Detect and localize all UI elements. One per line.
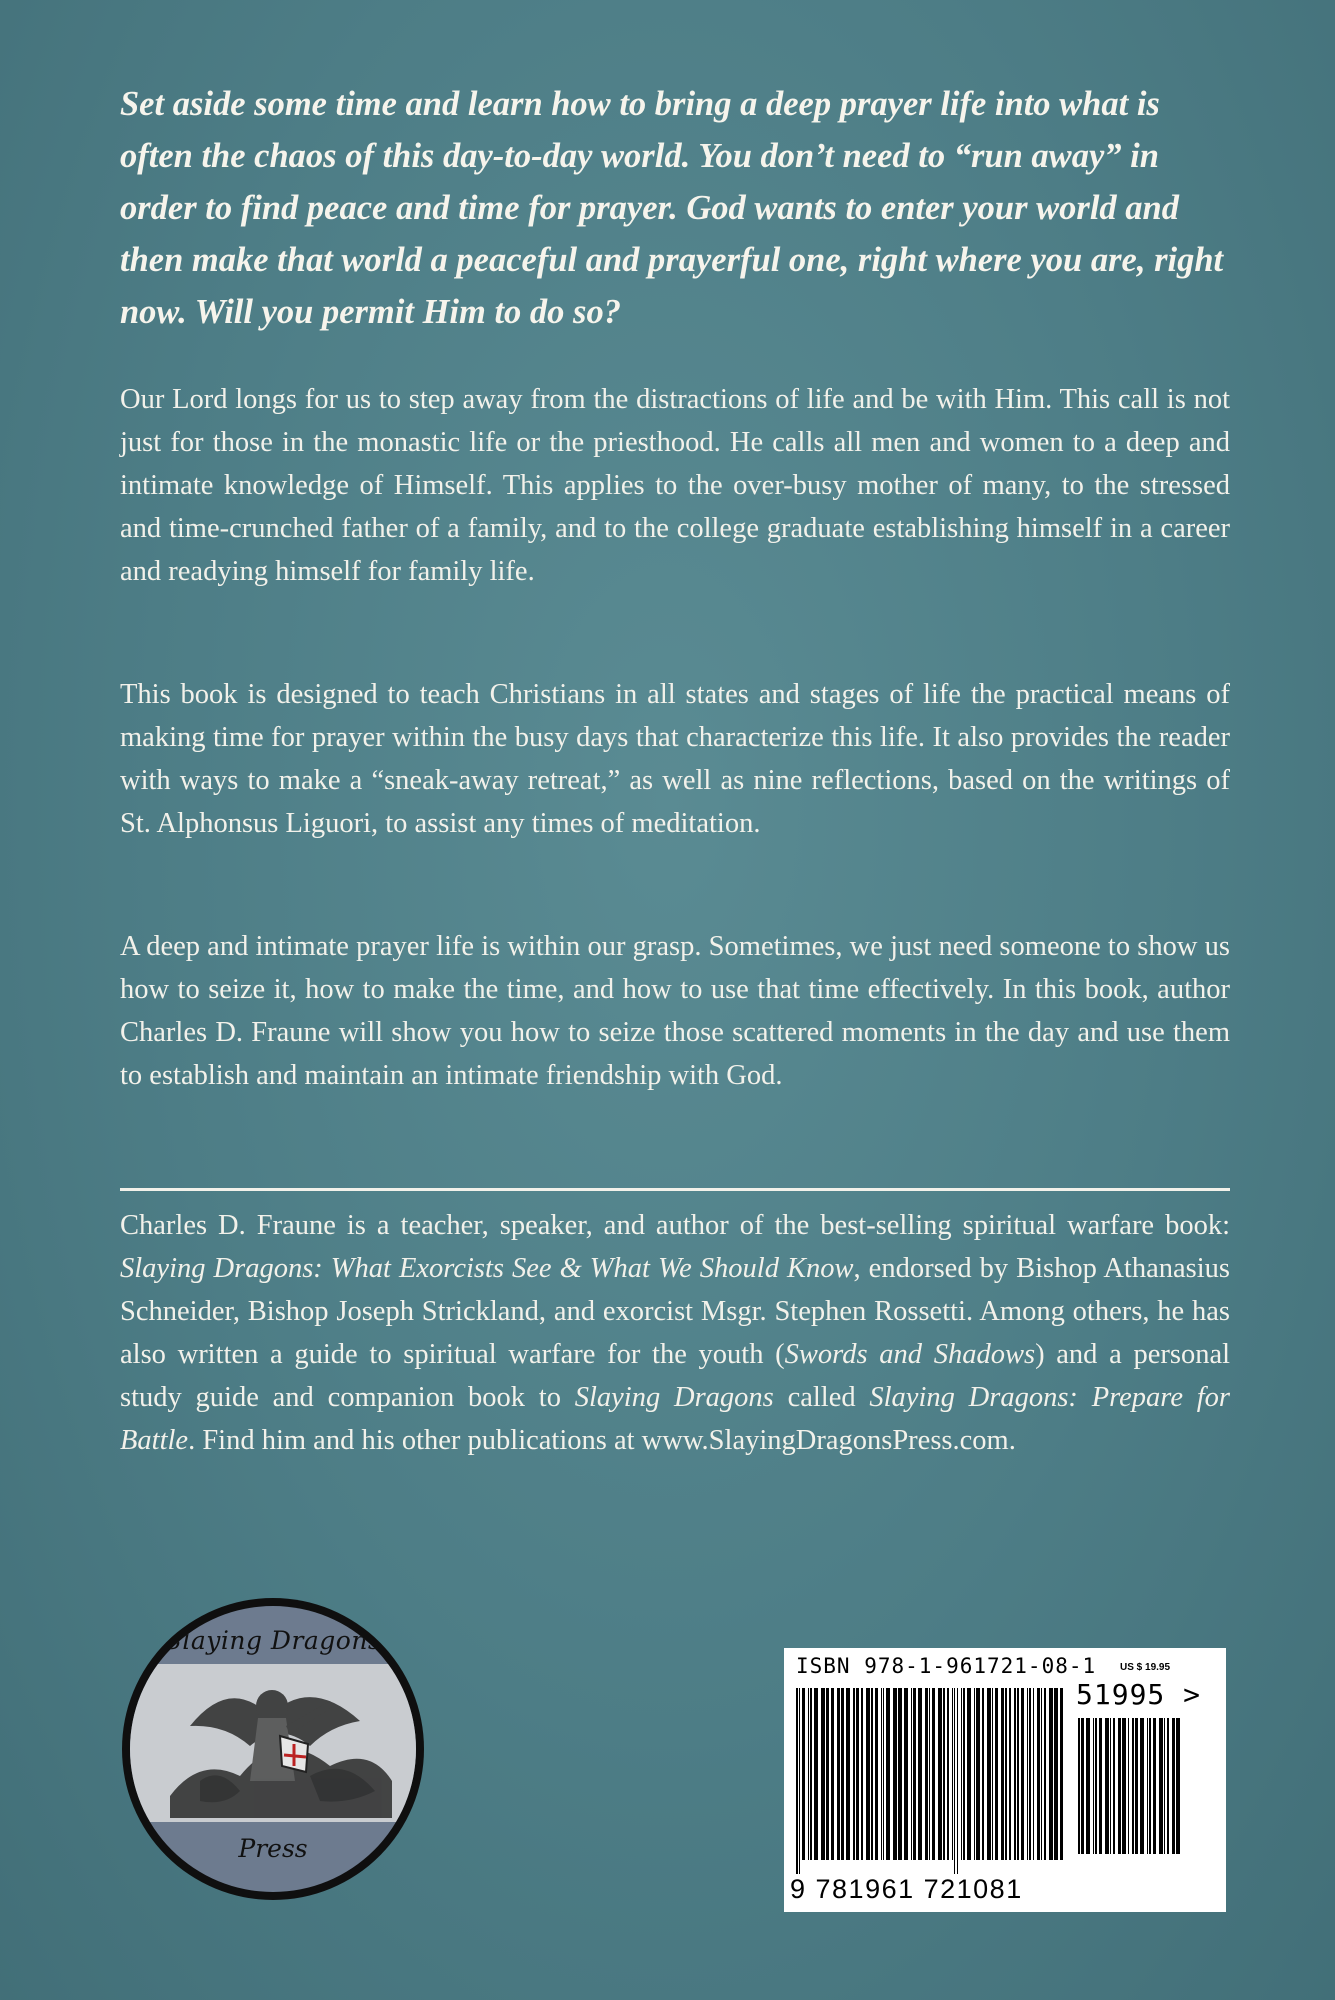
barcode-bar xyxy=(961,1688,962,1860)
bio-text: Charles D. Fraune is a teacher, speaker, and author of the best-selling spiritual warfare book: xyxy=(120,1210,1230,1241)
barcode-bar xyxy=(1122,1718,1126,1854)
barcode-bar xyxy=(1021,1688,1024,1860)
barcode-bar xyxy=(1044,1688,1046,1860)
barcode-bar xyxy=(846,1688,850,1860)
barcode-bar xyxy=(1060,1688,1063,1860)
barcode-bar xyxy=(856,1688,859,1860)
book-title: Slaying Dragons: Prepare for Battle xyxy=(120,1382,1231,1456)
barcode-bar xyxy=(925,1688,928,1860)
barcode-bar xyxy=(1086,1718,1090,1854)
description-paragraph-2: This book is designed to teach Christians in all states and stages of life the practical means of making time for prayer within the busy days that characterize this life. It also provides the reader with ways to make a “sneak-away retreat,” as well as nine reflections, based on the writings of St. Alphonsus Liguori, to assist any times of meditation. xyxy=(120,679,1230,839)
barcode-bar xyxy=(967,1688,971,1860)
barcode-bar xyxy=(1113,1718,1115,1854)
barcode-bar xyxy=(1041,1688,1042,1860)
barcode-bar xyxy=(976,1688,980,1860)
barcode-bar xyxy=(1054,1688,1058,1860)
barcode-bar xyxy=(866,1688,870,1860)
barcode-bar xyxy=(799,1688,800,1874)
barcode-bar xyxy=(963,1688,965,1860)
ean-number: 9 781961 721081 xyxy=(790,1874,1023,1904)
addon-number: 51995 xyxy=(1076,1678,1166,1711)
barcode-bar xyxy=(883,1688,884,1860)
barcode-bar xyxy=(1118,1718,1121,1854)
barcode-bar xyxy=(1081,1718,1084,1854)
barcode-bar xyxy=(992,1688,993,1860)
book-title: Swords and Shadows xyxy=(784,1339,1036,1370)
bio-text: , endorsed by Bishop Athanasius Schneider, Bishop Joseph Strickland, and exorcist Msgr. Stephen Rossetti. Among others, he has also written a guide to spiritual warfare for the youth ( xyxy=(120,1253,1231,1370)
barcode-bar xyxy=(1167,1718,1169,1854)
bio-text: . Find him and his other publications at www.SlayingDragonsPress.com. xyxy=(188,1425,1016,1456)
barcode-bar xyxy=(1147,1718,1148,1854)
barcode-bar xyxy=(1172,1718,1175,1854)
barcode-bar xyxy=(1135,1718,1138,1854)
barcode-bar xyxy=(875,1688,878,1860)
barcode-bar xyxy=(837,1688,840,1860)
barcode-bar xyxy=(954,1688,955,1874)
barcode-bar xyxy=(1033,1688,1034,1860)
barcode-bar xyxy=(1140,1718,1144,1854)
barcode-bar xyxy=(1009,1688,1011,1860)
publisher-logo xyxy=(122,1598,424,1900)
barcode-bar xyxy=(826,1688,829,1860)
description-paragraph-3: A deep and intimate prayer life is within our grasp. Sometimes, we just need someone to show us how to seize it, how to make the time, and how to use that time effectively. In this book, author Charles D. Fraune will show you how to seize those scattered moments in the day and use them to establish and maintain an intimate friendship with God. xyxy=(120,931,1230,1091)
price-addon-code xyxy=(1076,1678,1201,1711)
barcode-bar xyxy=(1037,1688,1040,1860)
publisher-name-bottom: Press xyxy=(238,1834,308,1863)
barcode-bar xyxy=(947,1688,949,1860)
barcode-bar xyxy=(841,1688,844,1860)
barcode-bar xyxy=(810,1688,812,1860)
barcode-bar xyxy=(987,1688,991,1860)
barcode-bar xyxy=(853,1688,855,1860)
barcode-bar xyxy=(802,1688,805,1860)
barcode-bar xyxy=(898,1688,902,1860)
description-paragraph-1: Our Lord longs for us to step away from the distractions of life and be with Him. This call is not just for those in the monastic life or the priesthood. He calls all men and women to a deep and intimate knowledge of Himself. This applies to the over-busy mother of many, to the stressed and time-crunched father of a family, and to the college graduate establishing himself in a career and readying himself for family life. xyxy=(120,384,1230,587)
barcode-bar xyxy=(982,1688,984,1860)
barcode-bar xyxy=(918,1688,922,1860)
barcode-bar xyxy=(957,1688,958,1874)
barcode-bar xyxy=(943,1688,945,1860)
price-label: US $ 19.95 xyxy=(1120,1662,1171,1673)
barcode-bar xyxy=(871,1688,873,1860)
barcode-bar xyxy=(932,1688,935,1860)
book-title: Slaying Dragons xyxy=(574,1382,774,1413)
barcode-bar xyxy=(1132,1718,1134,1854)
barcode-bar xyxy=(995,1688,998,1860)
barcode-bar xyxy=(861,1688,863,1860)
barcode-bar xyxy=(1128,1718,1129,1854)
barcode-bar xyxy=(893,1688,897,1860)
barcode-bar xyxy=(904,1688,908,1860)
publisher-name-top: Slaying Dragons xyxy=(164,1626,382,1655)
barcode-bar xyxy=(1153,1718,1156,1854)
bio-text: ) and a personal study guide and companion book to xyxy=(120,1339,1231,1413)
barcode-bar xyxy=(1159,1718,1163,1854)
author-bio xyxy=(120,1204,1230,1462)
barcode-bar xyxy=(1176,1718,1180,1854)
bio-text: called xyxy=(773,1382,870,1413)
barcode-bar xyxy=(886,1688,890,1860)
addon-arrow: > xyxy=(1183,1678,1202,1711)
barcode-bar xyxy=(911,1688,912,1860)
barcode-bar xyxy=(1078,1718,1080,1854)
barcode-bar xyxy=(1027,1688,1028,1860)
book-title: Slaying Dragons: What Exorcists See & What We Should Know xyxy=(120,1253,854,1284)
barcode-bar xyxy=(808,1688,809,1860)
barcode-bar xyxy=(814,1688,818,1860)
addon-barcode-bars xyxy=(1076,1718,1216,1868)
barcode-bar xyxy=(974,1688,975,1860)
barcode-bar xyxy=(796,1688,798,1874)
barcode-bar xyxy=(1029,1688,1031,1860)
barcode-bar xyxy=(1001,1688,1004,1860)
barcode-bar xyxy=(1095,1718,1097,1854)
barcode-bar xyxy=(1014,1688,1016,1860)
ean-barcode-bars xyxy=(794,1688,1070,1874)
barcode-bar xyxy=(831,1688,834,1860)
isbn-barcode xyxy=(784,1648,1226,1912)
barcode-bar xyxy=(881,1688,882,1860)
barcode-bar xyxy=(1005,1688,1007,1860)
barcode-bar xyxy=(952,1688,953,1860)
divider xyxy=(120,1188,1230,1191)
barcode-bar xyxy=(913,1688,916,1860)
isbn-label: ISBN 978-1-961721-08-1 xyxy=(796,1654,1097,1678)
barcode-bar xyxy=(1049,1688,1053,1860)
barcode-bar xyxy=(938,1688,942,1860)
intro-blurb: Set aside some time and learn how to bring a deep prayer life into what is often the chaos of this day-to-day world. You don’t need to “run away” in order to find peace and time for prayer. God wants to enter your world and then make that world a peaceful and prayerful one, right where you are, right now. Will you permit Him to do so? xyxy=(120,85,1224,331)
barcode-bar xyxy=(1105,1718,1109,1854)
barcode-bar xyxy=(1093,1718,1094,1854)
barcode-bar xyxy=(1149,1718,1151,1854)
barcode-bar xyxy=(929,1688,930,1860)
barcode-bar xyxy=(1017,1688,1019,1860)
barcode-bar xyxy=(1164,1718,1165,1854)
barcode-bar xyxy=(821,1688,825,1860)
barcode-bar xyxy=(1110,1718,1111,1854)
barcode-bar xyxy=(1099,1718,1102,1854)
